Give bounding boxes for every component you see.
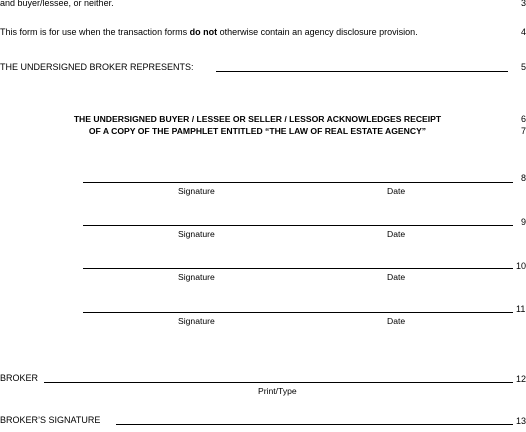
acknowledgement-heading-2: OF A COPY OF THE PAMPHLET ENTITLED “THE LAW OF REAL ESTATE AGENCY”: [88, 126, 427, 136]
line-number: 3: [521, 0, 526, 8]
line-number: 5: [521, 62, 526, 72]
brokers-signature-label: BROKER’S SIGNATURE: [0, 415, 101, 425]
broker-represents-label: THE UNDERSIGNED BROKER REPRESENTS:: [0, 62, 194, 72]
line-number: 11: [516, 304, 526, 314]
signature-label: Signature: [178, 229, 215, 239]
date-label: Date: [387, 229, 406, 239]
signature-line[interactable]: [83, 225, 513, 226]
line-number: 4: [521, 27, 526, 37]
broker-label: BROKER: [0, 373, 39, 383]
date-label: Date: [387, 272, 406, 282]
print-type-label: Print/Type: [258, 386, 297, 396]
body-text-line-2: [0, 27, 418, 38]
signature-line[interactable]: [83, 182, 513, 183]
line-number: 9: [521, 217, 526, 227]
date-label: Date: [387, 316, 406, 326]
signature-label: Signature: [178, 316, 215, 326]
line-number: 8: [521, 173, 526, 183]
brokers-signature-line[interactable]: [116, 424, 513, 425]
broker-name-line[interactable]: [44, 382, 513, 383]
text-segment: This form is for use when the transaction forms: [0, 27, 190, 37]
line-number: 12: [516, 374, 526, 384]
signature-line[interactable]: [83, 312, 513, 313]
broker-represents-line[interactable]: [216, 71, 508, 72]
line-number: 7: [521, 126, 526, 136]
bold-text: do not: [189, 27, 218, 37]
text-segment: otherwise contain an agency disclosure provision.: [217, 27, 418, 37]
acknowledgement-heading-1: THE UNDERSIGNED BUYER / LESSEE OR SELLER / LESSOR ACKNOWLEDGES RECEIPT: [73, 114, 442, 124]
date-label: Date: [387, 186, 406, 196]
body-text-line-1: and buyer/lessee, or neither.: [0, 0, 114, 8]
line-number: 13: [516, 416, 526, 426]
signature-label: Signature: [178, 272, 215, 282]
signature-line[interactable]: [83, 268, 513, 269]
line-number: 10: [516, 261, 526, 271]
signature-label: Signature: [178, 186, 215, 196]
line-number: 6: [521, 114, 526, 124]
